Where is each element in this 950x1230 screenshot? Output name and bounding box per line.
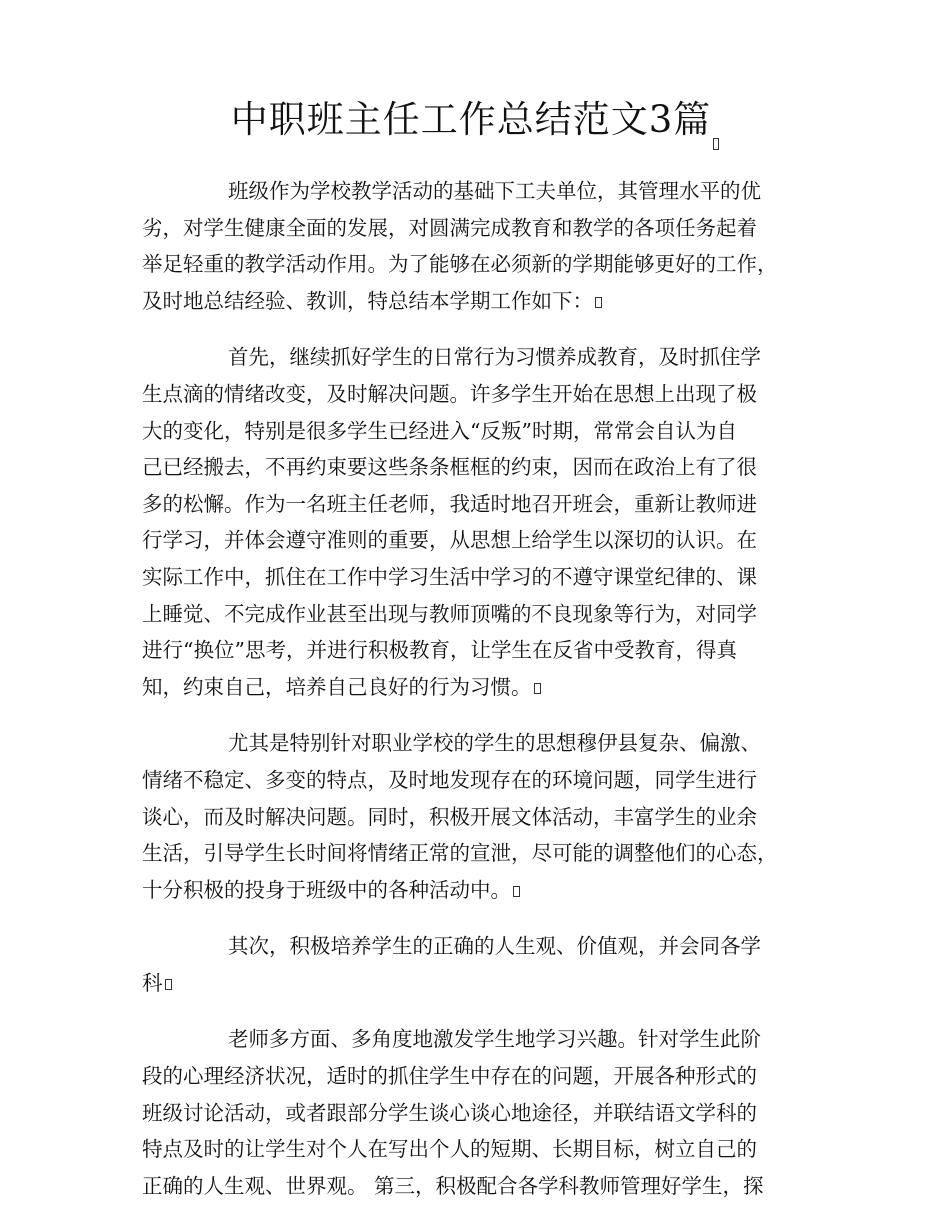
document-title xyxy=(0,96,950,144)
text-line: 行学习，并体会遵守准则的重要，从思想上给学生以深切的认识。在 xyxy=(142,528,757,553)
text-line: 段的心理经济状况，适时的抓住学生中存在的问题，开展各种形式的 xyxy=(142,1064,757,1089)
paragraph-mark-icon xyxy=(165,979,172,990)
text-line: 正确的人生观、世界观。 第三，积极配合各学科教师管理好学生，探 xyxy=(142,1173,764,1198)
text-line: 其次，积极培养学生的正确的人生观、价值观，并会同各学 xyxy=(228,934,761,959)
text-line: 进行“换位”思考，并进行积极教育，让学生在反省中受教育，得真 xyxy=(142,638,737,663)
paragraph-mark-icon xyxy=(595,297,602,308)
text-line xyxy=(142,965,832,1002)
paragraph-5 xyxy=(142,1021,832,1204)
text-line: 大的变化，特别是很多学生已经进入“反叛”时期，常常会自认为自 xyxy=(142,418,737,443)
title-text: 中职班主任工作总结范文3篇 xyxy=(230,98,712,141)
text-line-content: 及时地总结经验、教训，特总结本学期工作如下： xyxy=(142,288,593,313)
text-line: 生活，引导学生长时间将情绪正常的宣泄，尽可能的调整他们的心态， xyxy=(142,841,778,866)
text-line: 举足轻重的教学活动作用。为了能够在必须新的学期能够更好的工作， xyxy=(142,252,778,277)
paragraph-mark-icon xyxy=(513,886,520,897)
text-line xyxy=(142,872,832,909)
paragraph-3 xyxy=(142,725,832,908)
text-line: 班级作为学校教学活动的基础下工夫单位，其管理水平的优 xyxy=(228,179,761,203)
text-line: 实际工作中，抓住在工作中学习生活中学习的不遵守课堂纪律的、课 xyxy=(142,564,757,589)
paragraph-mark-icon xyxy=(713,138,719,150)
document-body xyxy=(142,173,832,1224)
text-line: 首先，继续抓好学生的日常行为习惯养成教育，及时抓住学 xyxy=(228,345,761,370)
text-line xyxy=(142,669,832,706)
text-line-content: 知，约束自己，培养自己良好的行为习惯。 xyxy=(142,674,532,699)
text-line: 情绪不稳定、多变的特点，及时地发现存在的环境问题，同学生进行 xyxy=(142,767,757,792)
text-line: 己已经搬去，不再约束要这些条条框框的约束，因而在政治上有了很 xyxy=(142,455,757,480)
text-line: 特点及时的让学生对个人在写出个人的短期、长期目标，树立自己的 xyxy=(142,1137,757,1162)
text-line: 班级讨论活动，或者跟部分学生谈心谈心地途径，并联结语文学科的 xyxy=(142,1100,757,1125)
text-line-content: 十分积极的投身于班级中的各种活动中。 xyxy=(142,877,511,902)
paragraph-mark-icon xyxy=(534,683,541,694)
paragraph-2 xyxy=(142,339,832,705)
text-line: 老师多方面、多角度地激发学生地学习兴趣。针对学生此阶 xyxy=(228,1027,761,1052)
text-line: 尤其是特别针对职业学校的学生的思想穆伊县复杂、偏激、 xyxy=(228,731,761,756)
text-line: 上睡觉、不完成作业甚至出现与教师顶嘴的不良现象等行为，对同学 xyxy=(142,601,757,626)
text-line xyxy=(142,283,832,320)
paragraph-4 xyxy=(142,928,832,1001)
text-line: 劣，对学生健康全面的发展，对圆满完成教育和教学的各项任务起着 xyxy=(142,215,757,240)
text-line-content: 科 xyxy=(142,970,163,995)
paragraph-1 xyxy=(142,173,832,319)
text-line: 生点滴的情绪改变，及时解决问题。许多学生开始在思想上出现了极 xyxy=(142,381,757,406)
text-line: 多的松懈。作为一名班主任老师，我适时地召开班会，重新让教师进 xyxy=(142,491,757,516)
text-line: 谈心，而及时解决问题。同时，积极开展文体活动，丰富学生的业余 xyxy=(142,804,757,829)
